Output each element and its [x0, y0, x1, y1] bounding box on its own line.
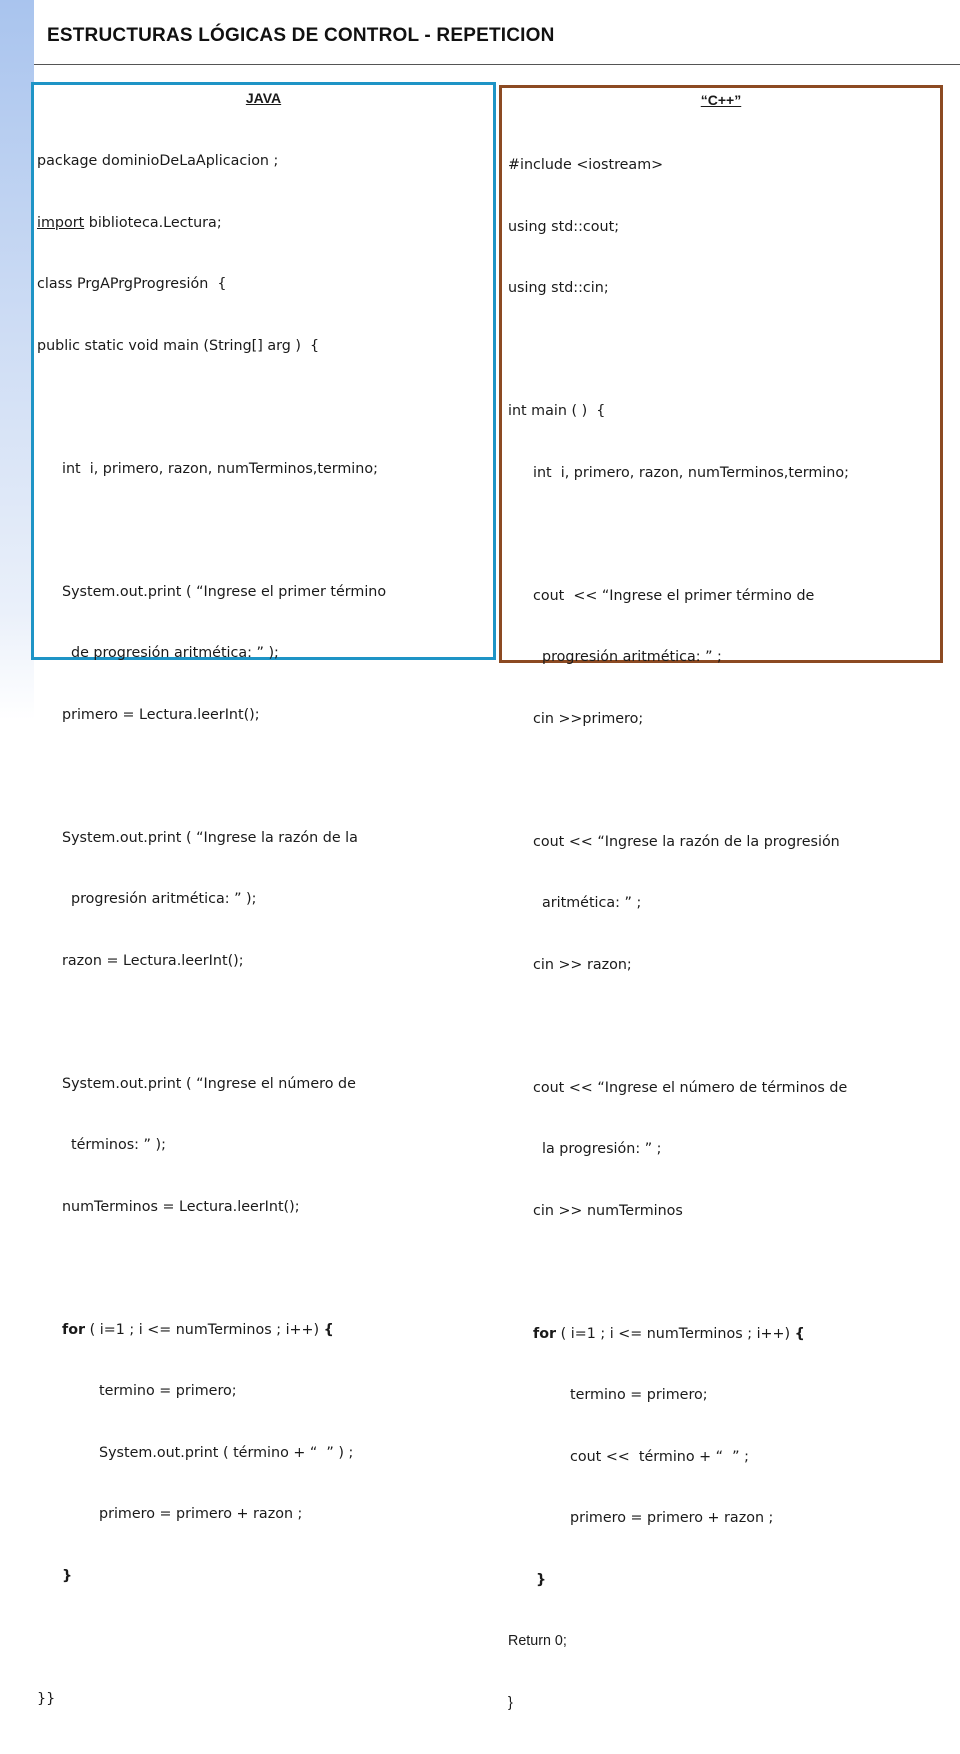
code-line: cout << “Ingrese el primer término de — [533, 587, 815, 604]
code-line: termino = primero; — [570, 1387, 708, 1403]
blank-line — [508, 1016, 849, 1037]
code-text: ( i=1 ; i <= numTerminos ; i++) — [556, 1325, 795, 1342]
java-code-block — [37, 110, 386, 1750]
page-title: ESTRUCTURAS LÓGICAS DE CONTROL - REPETICION — [47, 25, 555, 46]
code-line: aritmética: ” ; — [542, 895, 642, 911]
code-text: ( i=1 ; i <= numTerminos ; i++) — [85, 1321, 324, 1338]
code-line: progresión aritmética: ” ; — [542, 649, 722, 665]
cpp-code-block — [508, 114, 849, 1754]
blank-line — [508, 1262, 849, 1283]
blank-line — [37, 520, 386, 541]
close-brace: } — [62, 1567, 73, 1584]
code-text: biblioteca.Lectura; — [84, 214, 222, 231]
for-keyword: for — [62, 1321, 86, 1338]
open-brace: { — [323, 1321, 334, 1338]
code-line: int i, primero, razon, numTerminos,termino; — [533, 464, 849, 481]
code-line: cout << término + “ ” ; — [570, 1448, 749, 1465]
code-line — [37, 1320, 386, 1341]
code-line: cin >> numTerminos — [533, 1202, 683, 1219]
code-line: primero = primero + razon ; — [99, 1506, 303, 1522]
code-line: }} — [37, 1690, 56, 1707]
code-line — [37, 213, 386, 234]
code-line: public static void main (String[] arg ) { — [37, 337, 320, 354]
code-line: numTerminos = Lectura.leerInt(); — [62, 1198, 300, 1215]
java-heading: JAVA — [245, 90, 282, 106]
code-line: System.out.print ( “Ingrese el número de — [62, 1075, 356, 1092]
code-line: la progresión: ” ; — [542, 1141, 662, 1157]
code-line: package dominioDeLaAplicacion ; — [37, 153, 279, 169]
code-line: cout << “Ingrese el número de términos de — [533, 1079, 848, 1096]
code-line: términos: ” ); — [71, 1137, 166, 1153]
cpp-code-panel — [499, 85, 943, 1711]
code-line: progresión aritmética: ” ); — [71, 891, 257, 907]
code-line: primero = primero + razon ; — [570, 1510, 774, 1526]
code-line: using std::cout; — [508, 218, 620, 235]
blank-line — [37, 766, 386, 787]
code-line: System.out.print ( “Ingrese el primer término — [62, 583, 387, 600]
code-line: int main ( ) { — [508, 403, 606, 419]
cpp-heading: “C++” — [700, 92, 742, 108]
java-code-panel — [31, 82, 496, 1707]
code-line: using std::cin; — [508, 280, 609, 296]
code-line — [508, 1324, 849, 1345]
blank-line — [508, 340, 849, 361]
code-line: cout << “Ingrese la razón de la progresión — [533, 833, 840, 850]
blank-line — [37, 1627, 386, 1648]
side-accent-bar — [0, 0, 34, 720]
close-brace: } — [536, 1571, 547, 1588]
blank-line — [37, 1258, 386, 1279]
code-line: } — [508, 1694, 513, 1711]
code-line: class PrgAPrgProgresión { — [37, 276, 227, 292]
import-keyword: import — [37, 214, 85, 231]
code-line: de progresión aritmética: ” ); — [71, 645, 279, 661]
code-line: #include <iostream> — [508, 157, 664, 173]
open-brace: { — [794, 1325, 805, 1342]
code-line: System.out.print ( “Ingrese la razón de la — [62, 829, 358, 846]
blank-line — [508, 770, 849, 791]
title-divider — [34, 64, 960, 65]
code-line: Return 0; — [508, 1633, 567, 1649]
code-line: razon = Lectura.leerInt(); — [62, 952, 244, 969]
code-line: primero = Lectura.leerInt(); — [62, 706, 260, 723]
blank-line — [508, 524, 849, 545]
code-line: int i, primero, razon, numTerminos,termino; — [62, 460, 378, 477]
code-line: System.out.print ( término + “ ” ) ; — [99, 1444, 354, 1461]
blank-line — [37, 1012, 386, 1033]
code-line: termino = primero; — [99, 1383, 237, 1399]
for-keyword: for — [533, 1325, 557, 1342]
code-line: cin >> razon; — [533, 956, 632, 973]
blank-line — [37, 397, 386, 418]
code-line: cin >>primero; — [533, 710, 644, 727]
